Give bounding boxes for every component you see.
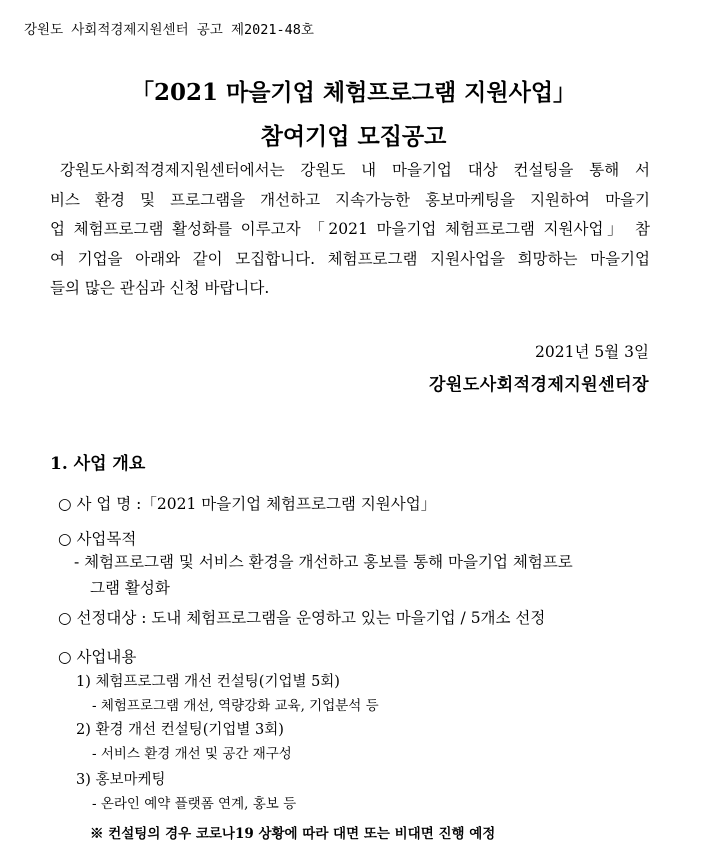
intro-paragraph [50,156,650,304]
intro-line: 강원도사회적경제지원센터에서는 강원도 내 마을기업 대상 컨설팅을 통해 서 [60,161,650,179]
content-item-2: 2) 환경 개선 컨설팅(기업별 3회) [76,722,284,738]
content-item-2-desc: - 서비스 환경 개선 및 공간 재구성 [92,746,292,762]
announcement-date: 2021년 5월 3일 [535,343,649,361]
intro-line: 들의 많은 관심과 신청 바랍니다. [50,279,270,297]
consulting-note: ※ 컨설팅의 경우 코로나19 상황에 따라 대면 또는 비대면 진행 예정 [90,826,496,842]
project-name-item: ○ 사 업 명 :「2021 마을기업 체험프로그램 지원사업」 [58,495,437,513]
notice-number: 강원도 사회적경제지원센터 공고 제2021-48호 [24,22,314,38]
content-item-1: 1) 체험프로그램 개선 컨설팅(기업별 5회) [76,674,340,690]
content-title: ○ 사업내용 [58,648,137,666]
document-title: 「2021 마을기업 체험프로그램 지원사업」 [130,79,577,106]
section-title: 1. 사업 개요 [50,454,146,474]
intro-line: 업 체험프로그램 활성화를 이루고자 「2021 마을기업 체험프로그램 지원사업」 참 [50,220,650,238]
purpose-desc-cont: 그램 활성화 [90,579,170,597]
intro-line: 여 기업을 아래와 같이 모집합니다. 체험프로그램 지원사업을 희망하는 마을기업 [50,249,650,268]
document-subtitle: 참여기업 모집공고 [260,123,447,150]
target-item: ○ 선정대상 : 도내 체험프로그램을 운영하고 있는 마을기업 / 5개소 선정 [58,609,546,627]
content-item-3-desc: - 온라인 예약 플랫폼 연계, 홍보 등 [92,796,297,812]
intro-line: 비스 환경 및 프로그램을 개선하고 지속가능한 홍보마케팅을 지원하여 마을기 [50,190,650,209]
signature: 강원도사회적경제지원센터장 [429,375,649,395]
content-item-3: 3) 홍보마케팅 [76,772,166,788]
purpose-title: ○ 사업목적 [58,530,137,548]
purpose-desc: - 체험프로그램 및 서비스 환경을 개선하고 홍보를 통해 마을기업 체험프로 [74,553,573,571]
content-item-1-desc: - 체험프로그램 개선, 역량강화 교육, 기업분석 등 [92,698,379,714]
